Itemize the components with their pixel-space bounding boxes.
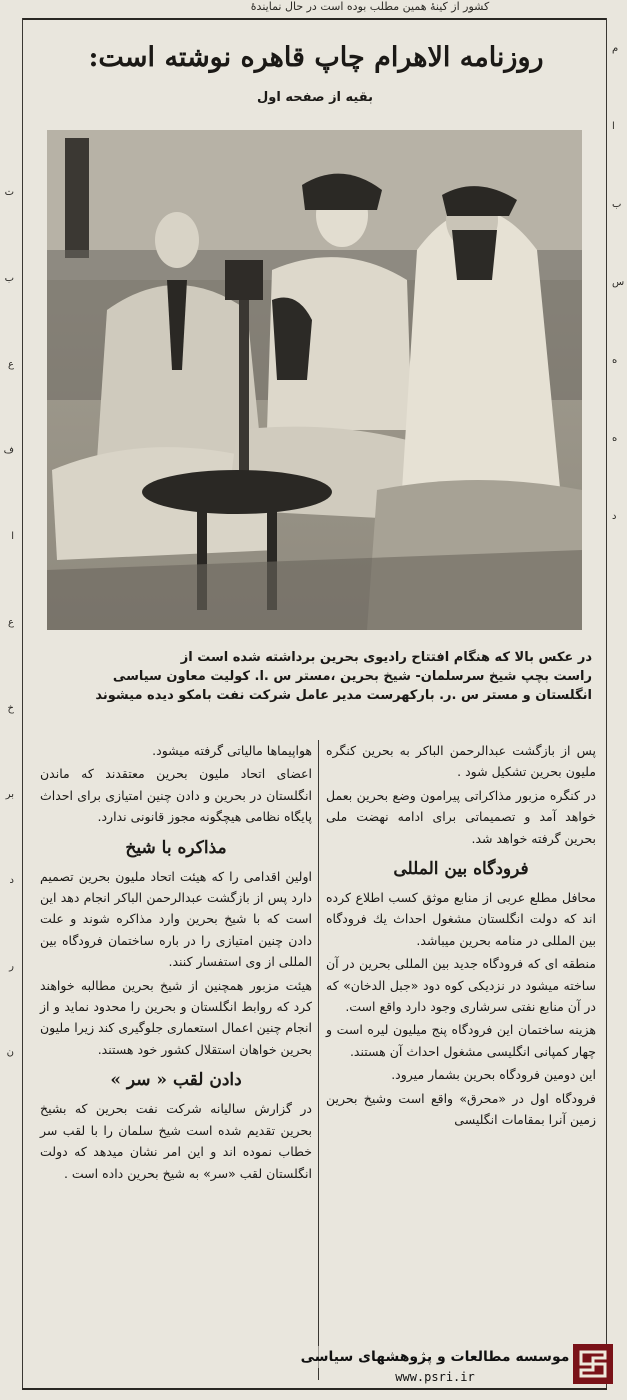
archive-watermark — [300, 1346, 570, 1392]
watermark-url: www.psri.ir — [395, 1370, 475, 1384]
right-column-rule — [606, 18, 607, 1390]
article-paragraph: این دومین فرودگاه بحرین بشمار میرود. — [391, 1067, 596, 1083]
left-margin-column — [0, 20, 14, 1390]
watermark-name: موسسه مطالعات و پژوهشهای سیاسی — [300, 1346, 570, 1368]
article-paragraph: هیئت مزبور همچنین از شیخ بحرین مطالبه خواهند کرد که روابط انگلستان و بحرین را محدود نماید و از انجام چنین اعمال استعماری جلوگیری کند زیرا ملیون بحرین خواهان استقلال کشور خود هستند. — [40, 977, 312, 1057]
right-margin-fragment: ه — [612, 355, 618, 366]
institute-logo-icon — [573, 1344, 613, 1384]
left-margin-fragment: د — [9, 875, 14, 886]
article-paragraph: در کنگره مزبور مذاکراتی پیرامون وضع بحرین بعمل خواهد آمد و تصمیماتی برای ادامه نهضت ملی بحرین گرفته خواهد شد. — [326, 787, 596, 846]
caption-line: انگلستان و مستر س .ر. بارکهرست مدیر عامل شرکت نفت بامکو دیده میشوند — [95, 688, 592, 703]
left-margin-fragment: خ — [7, 703, 14, 714]
masthead-strip: کشور از کینهٔ همین مطلب بوده است در حال نمایندهٔ — [250, 0, 490, 13]
left-margin-fragment: بر — [5, 789, 14, 800]
photograph-icon — [47, 130, 582, 630]
article-column-left — [40, 740, 312, 1186]
article-paragraph: منطقه ای که فرودگاه جدید بین المللی بحرین در آن ساخته میشود در نزدیکی کوه دود «جبل الدخان» که در آن منابع نفتی سرشاری وجود دارد واقع است. — [326, 956, 596, 1015]
article-column-right — [326, 740, 596, 1133]
right-margin-fragment: س — [612, 277, 625, 288]
right-margin-fragment: م — [612, 43, 619, 54]
caption-line: در عکس بالا که هنگام افتتاح رادیوی بحرین برداشته شده است از — [180, 650, 592, 665]
left-margin-fragment: ا — [11, 531, 14, 542]
left-margin-fragment: ن — [6, 1047, 14, 1058]
article-paragraph: اولین اقدامی را که هیئت اتحاد ملیون بحرین تصمیم دارد پس از بازگشت عبدالرحمن الباکر انجام دهد این است که با شیخ بحرین وارد مذاکره شوند و علت دادن چنین امتیازی را در باره ساختمان فرودگاه بین المللی از وی استفسار کنند. — [40, 868, 312, 970]
left-margin-fragment: ع — [8, 617, 14, 628]
photo-caption — [40, 648, 592, 705]
right-margin-fragment: د — [612, 511, 617, 522]
bottom-rule — [22, 1388, 607, 1390]
left-margin-fragment: ع — [8, 359, 14, 370]
right-margin-fragment: ه — [612, 433, 618, 444]
article-paragraph: محافل مطلع عربی از منابع موثق کسب اطلاع کرده اند که دولت انگلستان مشغول احداث یك فرودگاه بین المللی در منامه بحرین میباشد. — [326, 890, 596, 948]
left-margin-fragment: ب — [4, 273, 14, 284]
article-paragraph: هزینه ساختمان این فرودگاه پنج میلیون لیره است و چهار کمپانی انگلیسی مشغول احداث آن هستند. — [326, 1022, 596, 1059]
section-heading-negotiation: مذاکره با شیخ — [125, 837, 227, 858]
article-paragraph: در گزارش سالیانه شرکت نفت بحرین که بشیخ بحرین تقدیم شده است شیخ سلمان را با لقب سر خطاب نموده اند و این امر نشان میدهد که دولت انگلستان لقب «سر» به شیخ بحرین داده است . — [40, 1101, 312, 1181]
right-margin-fragment: ا — [612, 121, 615, 132]
top-rule — [22, 18, 607, 20]
article-paragraph: فرودگاه اول در «محرق» واقع است وشیخ بحرین زمین آنرا بمقامات انگلیسی — [326, 1090, 596, 1128]
caption-line: راست بچپ شیخ سرسلمان- شیخ بحرین ،مستر س .ا. کولیت معاون سیاسی — [112, 669, 592, 684]
left-margin-fragment: ت — [4, 187, 14, 198]
news-photo — [47, 130, 582, 630]
left-margin-fragment: ر — [9, 961, 14, 972]
article-paragraph: پس از بازگشت عبدالرحمن الباکر به بحرین کنگره ملیون بحرین تشکیل شود . — [326, 743, 596, 780]
section-heading-airport: فرودگاه بین المللی — [393, 859, 529, 880]
headline: روزنامه الاهرام چاپ قاهره نوشته است: — [88, 42, 544, 73]
article-paragraph: اعضای اتحاد ملیون بحرین معتقدند که ماندن انگلستان در بحرین و دادن چنین امتیازی برای احداث پایگاه نظامی هیچگونه مجوز قانونی ندارد. — [40, 766, 312, 825]
left-column-rule — [22, 18, 23, 1390]
subheadline: بقیه از صفحه اول — [257, 90, 373, 105]
left-margin-fragment: ف — [3, 445, 14, 456]
right-margin-column — [612, 20, 627, 1390]
column-divider — [318, 740, 319, 1380]
right-margin-fragment: ب — [612, 199, 622, 210]
article-paragraph: هواپیماها مالیاتی گرفته میشود. — [152, 743, 312, 758]
section-heading-title-sir: دادن لقب « سر » — [110, 1070, 242, 1091]
